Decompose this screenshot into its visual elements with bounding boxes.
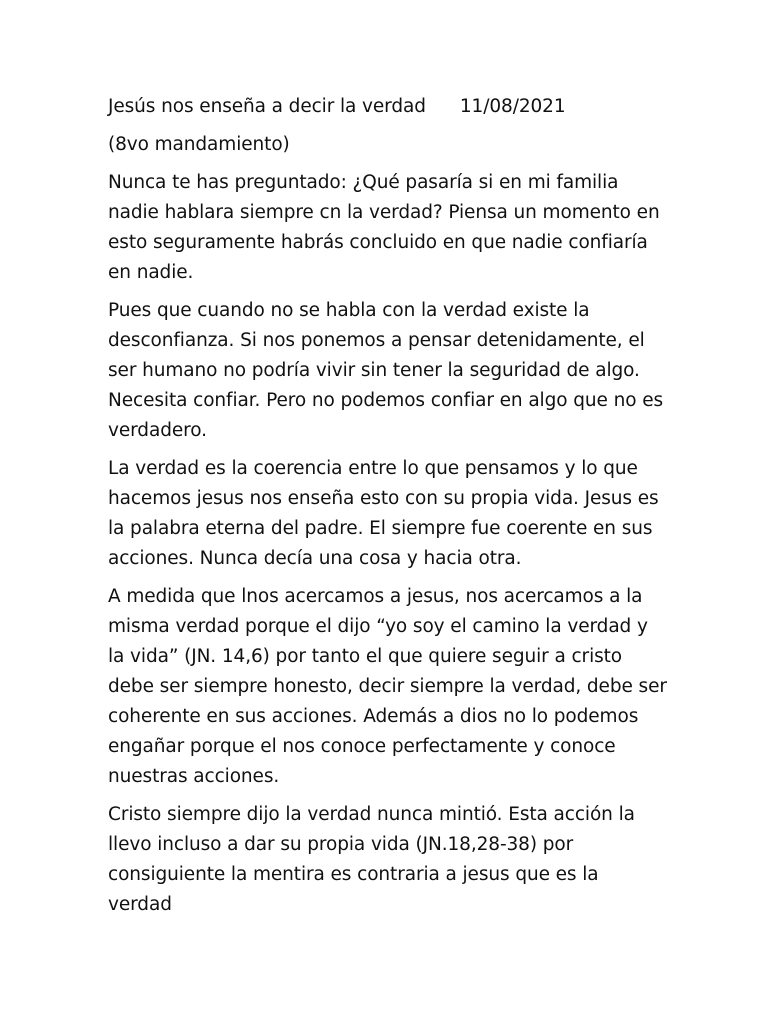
paragraph-3: La verdad es la coerencia entre lo que pensamos y lo que hacemos jesus nos enseña esto con su propia vida. Jesus es la palabra eterna del padre. El siempre fue coerente en sus acciones. Nunca decía una cosa y hacia otra. bbox=[108, 458, 659, 569]
paragraph-4: A medida que lnos acercamos a jesus, nos acercamos a la misma verdad porque el dijo “yo soy el camino la verdad y la vida” (JN. 14,6) por tanto el que quiere seguir a cristo debe ser siempre honesto, decir siempre la verdad, debe ser coherente en sus acciones. Además a dios no lo podemos engañar porque el nos conoce perfectamente y conoce nuestras acciones. bbox=[108, 586, 667, 787]
paragraph-2: Pues que cuando no se habla con la verdad existe la desconfianza. Si nos ponemos a pensar detenidamente, el ser humano no podría vivir sin tener la seguridad de algo. Necesita confiar. Pero no podemos confiar en algo que no es verdadero. bbox=[108, 300, 664, 441]
title-line bbox=[108, 92, 668, 122]
document-page bbox=[108, 92, 668, 920]
document-title: Jesús nos enseña a decir la verdad bbox=[108, 96, 426, 117]
paragraph-5: Cristo siempre dijo la verdad nunca mintió. Esta acción la llevo incluso a dar su propia vida (JN.18,28-38) por consiguiente la mentira es contraria a jesus que es la verdad bbox=[108, 804, 635, 915]
document-subtitle: (8vo mandamiento) bbox=[108, 134, 290, 155]
paragraph-1: Nunca te has preguntado: ¿Qué pasaría si en mi familia nadie hablara siempre cn la verdad? Piensa un momento en esto seguramente habrás concluido en que nadie confiaría en nadie. bbox=[108, 172, 660, 283]
document-date: 11/08/2021 bbox=[459, 96, 566, 117]
